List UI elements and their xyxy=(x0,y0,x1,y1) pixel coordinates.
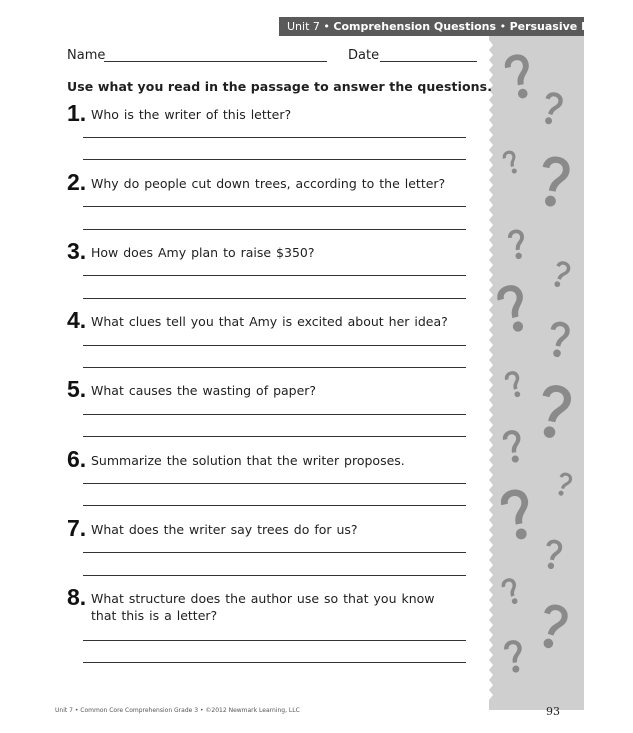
question-text: What causes the wasting of paper? xyxy=(91,383,317,398)
answer-line[interactable] xyxy=(83,552,466,553)
answer-line[interactable] xyxy=(83,662,466,663)
answer-line[interactable] xyxy=(83,367,466,368)
answer-line[interactable] xyxy=(83,137,466,138)
answer-line[interactable] xyxy=(83,575,466,576)
question-text: Why do people cut down trees, according to the letter? xyxy=(91,176,446,191)
answer-line[interactable] xyxy=(83,275,466,276)
question-number: 1. xyxy=(67,100,87,126)
question-mark-strip xyxy=(489,36,584,710)
question-number: 4. xyxy=(67,307,87,333)
unit-label: Unit 7 xyxy=(287,20,320,33)
answer-line[interactable] xyxy=(83,414,466,415)
question-text: What clues tell you that Amy is excited about her idea? xyxy=(91,314,448,329)
name-date-row xyxy=(67,48,477,66)
answer-line[interactable] xyxy=(83,206,466,207)
name-field[interactable] xyxy=(104,61,327,62)
question-text: How does Amy plan to raise $350? xyxy=(91,245,315,260)
footer-credit: Unit 7 • Common Core Comprehension Grade 3 • ©2012 Newmark Learning, LLC xyxy=(55,707,300,714)
page-number: 93 xyxy=(546,705,560,718)
question-number: 7. xyxy=(67,515,87,541)
date-field[interactable] xyxy=(380,61,477,62)
instructions: Use what you read in the passage to answer the questions. xyxy=(67,79,493,94)
question-text: Who is the writer of this letter? xyxy=(91,107,292,122)
unit-header-bar: Unit 7 • Comprehension Questions • Persuasive Letters I xyxy=(279,17,584,36)
answer-line[interactable] xyxy=(83,505,466,506)
question-text: What structure does the author use so that you know that this is a letter? xyxy=(91,591,435,623)
question-text: Summarize the solution that the writer proposes. xyxy=(91,453,405,468)
answer-line[interactable] xyxy=(83,298,466,299)
answer-line[interactable] xyxy=(83,345,466,346)
name-label: Name xyxy=(67,48,106,63)
question-number: 8. xyxy=(67,584,87,610)
answer-line[interactable] xyxy=(83,436,466,437)
answer-line[interactable] xyxy=(83,640,466,641)
question-number: 2. xyxy=(67,169,87,195)
strip-background xyxy=(489,36,584,710)
section-label: Comprehension Questions xyxy=(333,20,497,33)
answer-line[interactable] xyxy=(83,159,466,160)
answer-line[interactable] xyxy=(83,229,466,230)
question-number: 6. xyxy=(67,446,87,472)
topic-label: Persuasive Letters I xyxy=(509,20,633,33)
question-text: What does the writer say trees do for us? xyxy=(91,522,358,537)
question-number: 3. xyxy=(67,238,87,264)
question-number: 5. xyxy=(67,376,87,402)
date-label: Date xyxy=(348,48,380,63)
answer-line[interactable] xyxy=(83,483,466,484)
